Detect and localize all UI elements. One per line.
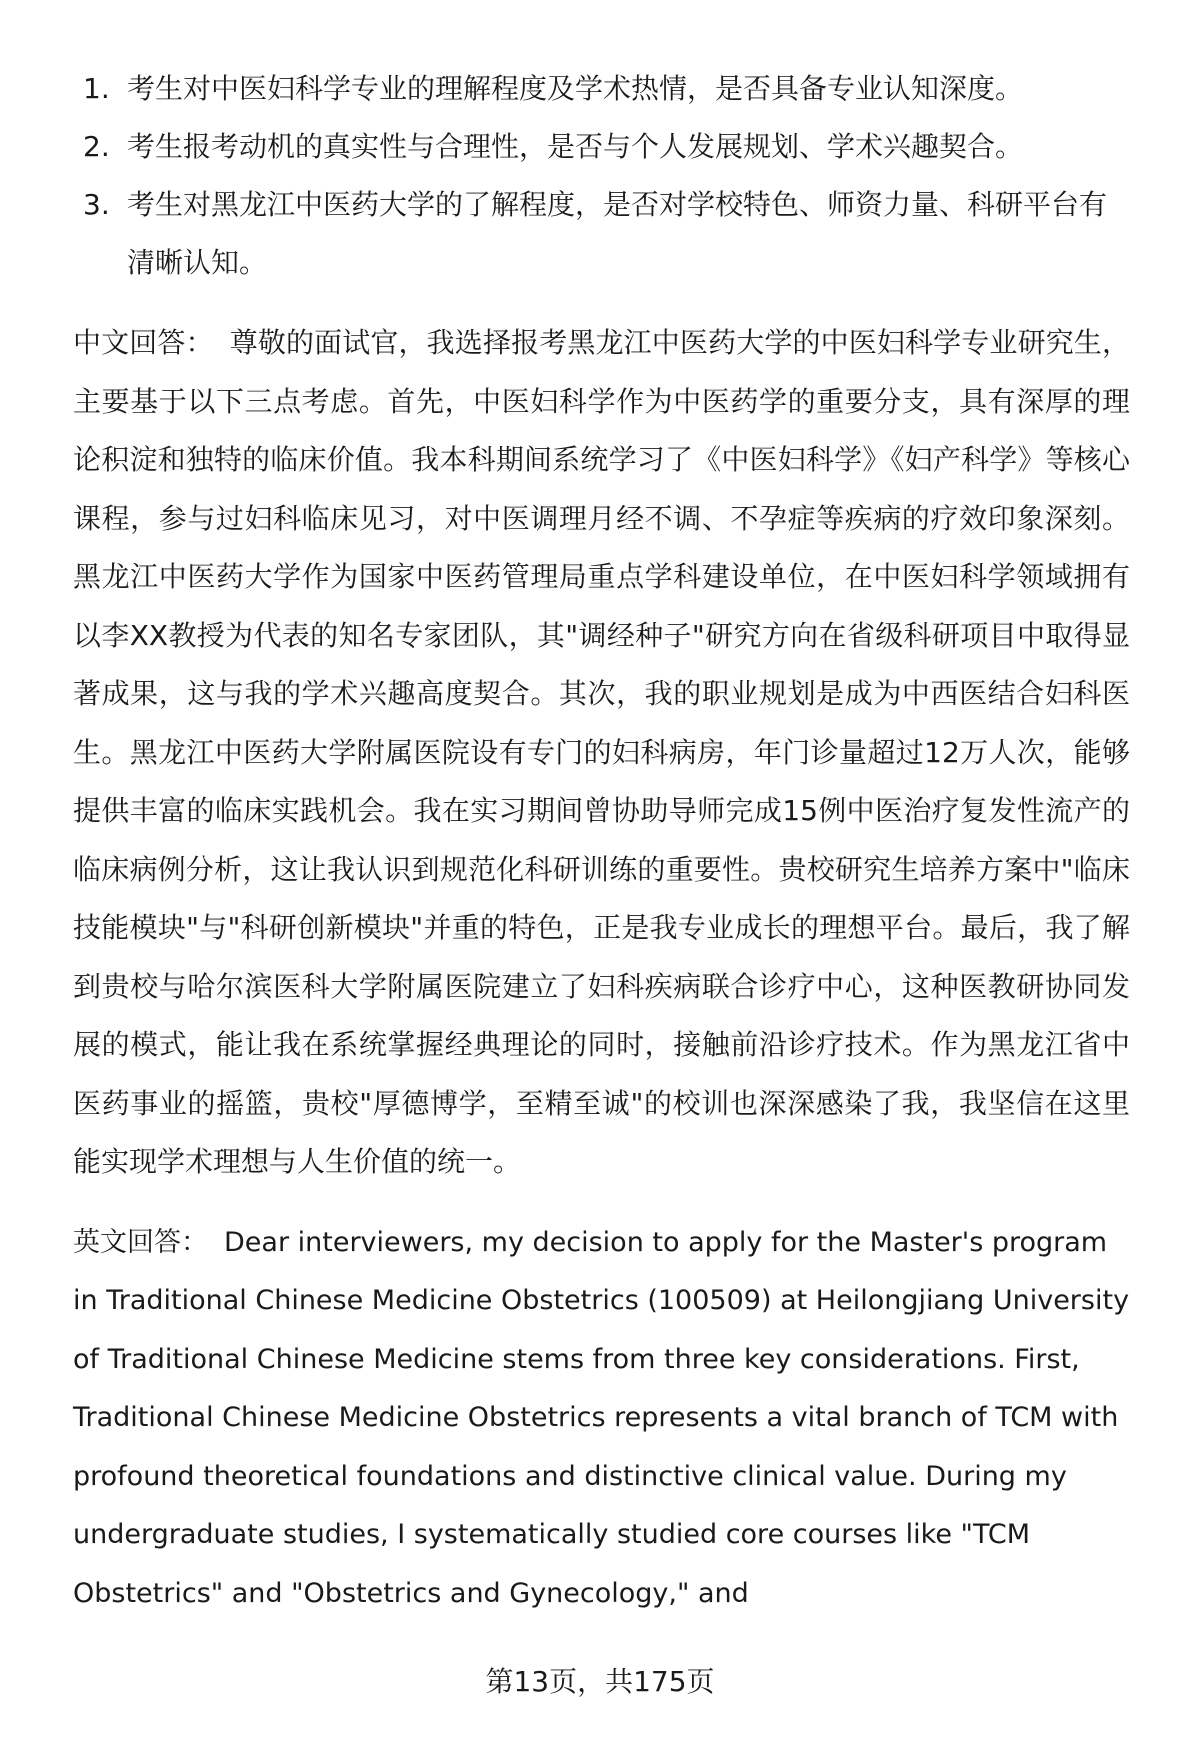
page-number-footer: 第13页，共175页 (485, 1665, 715, 1698)
criteria-number: 1. (83, 72, 110, 105)
english-answer-paragraph (73, 1214, 1130, 1624)
criteria-number: 2. (83, 130, 110, 163)
criteria-list (73, 60, 1130, 292)
criteria-number: 3. (83, 188, 110, 221)
english-answer-text: Dear interviewers, my decision to apply for the Master's program in Traditional Chinese Medicine Obstetrics (100509) at Heilongjiang University of Traditional Chinese Medicine stems from three key considerations. First, Traditional Chinese Medicine Obstetrics represents a vital branch of TCM with profound theoretical foundations and distinctive clinical value. During my undergraduate studies, I systematically studied core courses like "TCM Obstetrics" and "Obstetrics and Gynecology," and (73, 1226, 1130, 1609)
criteria-text: 考生对黑龙江中医药大学的了解程度，是否对学校特色、师资力量、科研平台有清晰认知。 (127, 188, 1108, 279)
chinese-answer-label: 中文回答： (73, 326, 214, 359)
english-answer-label: 英文回答： (73, 1226, 208, 1258)
chinese-answer-text: 尊敬的面试官，我选择报考黑龙江中医药大学的中医妇科学专业研究生，主要基于以下三点考虑。首先，中医妇科学作为中医药学的重要分支，具有深厚的理论积淀和独特的临床价值。我本科期间系统学习了《中医妇科学》《妇产科学》等核心课程，参与过妇科临床见习，对中医调理月经不调、不孕症等疾病的疗效印象深刻。黑龙江中医药大学作为国家中医药管理局重点学科建设单位，在中医妇科学领域拥有以李XX教授为代表的知名专家团队，其"调经种子"研究方向在省级科研项目中取得显著成果，这与我的学术兴趣高度契合。其次，我的职业规划是成为中西医结合妇科医生。黑龙江中医药大学附属医院设有专门的妇科病房，年门诊量超过12万人次，能够提供丰富的临床实践机会。我在实习期间曾协助导师完成15例中医治疗复发性流产的临床病例分析，这让我认识到规范化科研训练的重要性。贵校研究生培养方案中"临床技能模块"与"科研创新模块"并重的特色，正是我专业成长的理想平台。最后，我了解到贵校与哈尔滨医科大学附属医院建立了妇科疾病联合诊疗中心，这种医教研协同发展的模式，能让我在系统掌握经典理论的同时，接触前沿诊疗技术。作为黑龙江省中医药事业的摇篮，贵校"厚德博学，至精至诚"的校训也深深感染了我，我坚信在这里能实现学术理想与人生价值的统一。 (73, 326, 1130, 1178)
criteria-text: 考生对中医妇科学专业的理解程度及学术热情，是否具备专业认知深度。 (127, 72, 1024, 105)
criteria-text: 考生报考动机的真实性与合理性，是否与个人发展规划、学术兴趣契合。 (127, 130, 1024, 163)
criteria-item (73, 176, 1130, 292)
chinese-answer-paragraph (73, 314, 1130, 1192)
criteria-item (73, 118, 1130, 176)
criteria-item (73, 60, 1130, 118)
